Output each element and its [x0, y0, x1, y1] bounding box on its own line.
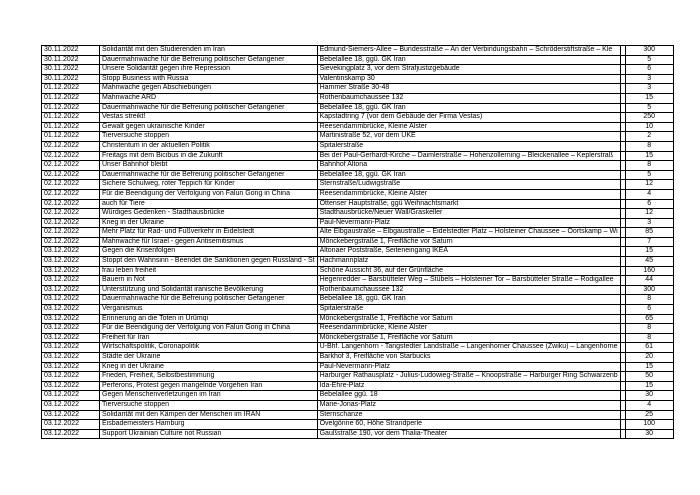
- cell-place: Hachmannplatz: [317, 257, 620, 267]
- cell-topic: Erinnerung an die Toten in Ürümqi: [100, 314, 318, 324]
- table-row: [42, 266, 674, 276]
- cell-place: Bebelallee 18, ggü. GK Iran: [317, 170, 620, 180]
- table-row: [42, 353, 674, 363]
- cell-place: Bebelallee ggü. 18: [317, 391, 620, 401]
- cell-date: 01.12.2022: [42, 103, 100, 113]
- cell-count: 15: [625, 93, 673, 103]
- cell-topic: Krieg in der Ukraine: [100, 362, 318, 372]
- cell-place: Mönckebergstraße 1, Freifläche vor Saturn: [317, 333, 620, 343]
- table-row: [42, 46, 674, 56]
- cell-topic: Frieden, Freiheit, Selbstbestimmung: [100, 372, 318, 382]
- cell-topic: Unsere Solidarität gegen ihre Repression: [100, 65, 318, 75]
- cell-count: 8: [625, 141, 673, 151]
- cell-count: 250: [625, 113, 673, 123]
- cell-topic: Solidarität mit den Studierenden im Iran: [100, 46, 318, 56]
- cell-place: Harburger Rathausplatz - Julius-Ludowieg-Straße – Knoopstraße – Harburger Ring Schwarzenb: [317, 372, 620, 382]
- cell-topic: auch für Tiere: [100, 199, 318, 209]
- cell-count: 50: [625, 372, 673, 382]
- cell-count: 300: [625, 285, 673, 295]
- cell-count: 20: [625, 353, 673, 363]
- cell-topic: Mahnwache für Israel - gegen Antisemitismus: [100, 237, 318, 247]
- table-row: [42, 324, 674, 334]
- cell-count: 65: [625, 314, 673, 324]
- cell-place: Reesendammbrücke, Kleine Alster: [317, 122, 620, 132]
- cell-topic: Bauern in Not: [100, 276, 318, 286]
- cell-topic: Stopp Business with Russia: [100, 74, 318, 84]
- cell-count: 61: [625, 343, 673, 353]
- table-row: [42, 170, 674, 180]
- cell-place: Sternschanze: [317, 410, 620, 420]
- cell-date: 02.12.2022: [42, 151, 100, 161]
- cell-place: Schöne Aussicht 36, auf der Grünfläche: [317, 266, 620, 276]
- cell-place: Kapstadtring 7 (vor dem Gebäude der Firma Vestas): [317, 113, 620, 123]
- cell-topic: Tierversuche stoppen: [100, 400, 318, 410]
- cell-place: Rothenbaumchaussee 132: [317, 93, 620, 103]
- spreadsheet: [41, 45, 674, 439]
- cell-date: 03.12.2022: [42, 391, 100, 401]
- cell-date: 03.12.2022: [42, 343, 100, 353]
- cell-date: 03.12.2022: [42, 266, 100, 276]
- cell-date: 03.12.2022: [42, 295, 100, 305]
- cell-date: 03.12.2022: [42, 400, 100, 410]
- cell-count: 30: [625, 391, 673, 401]
- cell-date: 03.12.2022: [42, 429, 100, 439]
- cell-place: Gaußstraße 190, vor dem Thalia-Theater: [317, 429, 620, 439]
- cell-place: Mönckebergstraße 1, Freifläche vor Saturn: [317, 237, 620, 247]
- cell-date: 02.12.2022: [42, 199, 100, 209]
- cell-topic: Unser Bahnhof bleibt: [100, 161, 318, 171]
- cell-topic: Gegen Menschenverletzungen im Iran: [100, 391, 318, 401]
- cell-count: 85: [625, 228, 673, 238]
- cell-topic: Tierversuche stoppen: [100, 132, 318, 142]
- cell-count: 5: [625, 103, 673, 113]
- cell-date: 30.11.2022: [42, 46, 100, 56]
- events-table: [41, 45, 674, 439]
- table-row: [42, 305, 674, 315]
- cell-topic: Stoppt den Wahnsinn - Beendet die Sanktionen gegen Russland - St: [100, 257, 318, 267]
- cell-place: Rothenbaumchaussee 132: [317, 285, 620, 295]
- cell-count: 3: [625, 84, 673, 94]
- cell-count: 15: [625, 362, 673, 372]
- cell-date: 03.12.2022: [42, 276, 100, 286]
- cell-place: Hegenredder – Barsbütteler Weg – Stübels – Holsteiner Tor – Barsbütteler Straße – Rodigallee: [317, 276, 620, 286]
- cell-count: 5: [625, 170, 673, 180]
- cell-date: 03.12.2022: [42, 381, 100, 391]
- cell-count: 15: [625, 381, 673, 391]
- cell-count: 3: [625, 74, 673, 84]
- cell-place: Alte Elbgaustraße – Elbgaustraße – Eidelstedter Platz – Holsteiner Chaussee – Oortskamp – Wi: [317, 228, 620, 238]
- cell-date: 03.12.2022: [42, 410, 100, 420]
- cell-place: Reesendammbrücke, Kleine Alster: [317, 324, 620, 334]
- cell-topic: Krieg in der Ukraine: [100, 218, 318, 228]
- cell-topic: Mahnwache gegen Abschiebungen: [100, 84, 318, 94]
- cell-topic: Mehr Platz für Rad- und Fußverkehr in Eidelstedt: [100, 228, 318, 238]
- cell-count: 30: [625, 429, 673, 439]
- table-row: [42, 103, 674, 113]
- cell-place: Spitalerstraße: [317, 305, 620, 315]
- cell-date: 02.12.2022: [42, 228, 100, 238]
- cell-count: 8: [625, 324, 673, 334]
- cell-date: 03.12.2022: [42, 324, 100, 334]
- cell-count: 10: [625, 122, 673, 132]
- cell-count: 15: [625, 247, 673, 257]
- table-row: [42, 410, 674, 420]
- cell-topic: Für die Beendigung der Verfolgung von Falun Gong in China: [100, 324, 318, 334]
- table-row: [42, 381, 674, 391]
- table-row: [42, 343, 674, 353]
- cell-topic: Freiheit für Iran: [100, 333, 318, 343]
- cell-place: Reesendammbrücke, Kleine Alster: [317, 189, 620, 199]
- cell-count: 100: [625, 420, 673, 430]
- cell-count: 25: [625, 410, 673, 420]
- cell-place: Övelgönne 60, Höhe Strandperle: [317, 420, 620, 430]
- cell-date: 03.12.2022: [42, 362, 100, 372]
- cell-date: 03.12.2022: [42, 247, 100, 257]
- table-row: [42, 199, 674, 209]
- table-row: [42, 84, 674, 94]
- table-row: [42, 295, 674, 305]
- cell-date: 30.11.2022: [42, 55, 100, 65]
- table-row: [42, 189, 674, 199]
- cell-count: 8: [625, 333, 673, 343]
- cell-date: 03.12.2022: [42, 372, 100, 382]
- cell-date: 03.12.2022: [42, 353, 100, 363]
- table-row: [42, 372, 674, 382]
- cell-date: 02.12.2022: [42, 218, 100, 228]
- cell-count: 5: [625, 55, 673, 65]
- cell-topic: Gewalt gegen ukrainische Kinder: [100, 122, 318, 132]
- table-row: [42, 228, 674, 238]
- cell-topic: Mahnwache ARD: [100, 93, 318, 103]
- cell-place: Altonaer Poststraße, Seiteneingang IKEA: [317, 247, 620, 257]
- cell-date: 01.12.2022: [42, 84, 100, 94]
- cell-place: U-Bhf. Langenhorn - Tangstedter Landstraße – Langenhorner Chaussee (Zwiku) – Langenhorne: [317, 343, 620, 353]
- table-row: [42, 65, 674, 75]
- cell-topic: Unterstützung und Solidarität iranische Bevölkerung: [100, 285, 318, 295]
- cell-date: 01.12.2022: [42, 122, 100, 132]
- cell-place: Sternstraße/Ludwigstraße: [317, 180, 620, 190]
- cell-count: 8: [625, 161, 673, 171]
- cell-place: Paul-Nevermann-Platz: [317, 362, 620, 372]
- cell-count: 45: [625, 257, 673, 267]
- table-row: [42, 93, 674, 103]
- table-row: [42, 237, 674, 247]
- cell-date: 03.12.2022: [42, 333, 100, 343]
- cell-topic: frau leben freiheit: [100, 266, 318, 276]
- table-row: [42, 141, 674, 151]
- cell-topic: Dauermahnwache für die Befreiung politischer Gefangener: [100, 103, 318, 113]
- cell-count: 6: [625, 305, 673, 315]
- table-row: [42, 209, 674, 219]
- cell-topic: Dauermahnwache für die Befreiung politischer Gefangener: [100, 170, 318, 180]
- cell-place: Ottenser Hauptstraße, ggü Weihnachtsmarkt: [317, 199, 620, 209]
- table-row: [42, 400, 674, 410]
- cell-place: Marie-Jonas-Platz: [317, 400, 620, 410]
- cell-place: Bahnhof Altona: [317, 161, 620, 171]
- cell-place: Bebelallee 18, ggü. GK Iran: [317, 55, 620, 65]
- cell-place: Hammer Straße 30-48: [317, 84, 620, 94]
- cell-count: 44: [625, 276, 673, 286]
- cell-count: 12: [625, 180, 673, 190]
- cell-count: 4: [625, 189, 673, 199]
- table-body: [42, 46, 674, 439]
- cell-count: 7: [625, 237, 673, 247]
- cell-place: Mönckebergstraße 1, Freifläche vor Saturn: [317, 314, 620, 324]
- cell-count: 160: [625, 266, 673, 276]
- cell-topic: Freitags mit dem Bicibus in die Zukunft: [100, 151, 318, 161]
- table-row: [42, 420, 674, 430]
- cell-topic: Vestas streikt!: [100, 113, 318, 123]
- cell-count: 6: [625, 65, 673, 75]
- table-row: [42, 247, 674, 257]
- table-row: [42, 285, 674, 295]
- table-row: [42, 113, 674, 123]
- cell-date: 02.12.2022: [42, 237, 100, 247]
- cell-topic: Dauermahnwache für die Befreiung politischer Gefangener: [100, 55, 318, 65]
- table-row: [42, 161, 674, 171]
- cell-date: 03.12.2022: [42, 420, 100, 430]
- cell-date: 30.11.2022: [42, 74, 100, 84]
- cell-place: Bei der Paul-Gerhardt-Kirche – Daimlerstraße – Hohenzollerning – Bleickenallee – Keplerstraß: [317, 151, 620, 161]
- cell-count: 12: [625, 209, 673, 219]
- cell-topic: Solidarität mit den Kämpen der Menschen im IRAN: [100, 410, 318, 420]
- table-row: [42, 362, 674, 372]
- cell-place: Spitalerstraße: [317, 141, 620, 151]
- table-row: [42, 132, 674, 142]
- cell-topic: Wirtschaftspolitik, Coronapolitik: [100, 343, 318, 353]
- cell-place: Edmund-Siemers-Allee – Bundesstraße – An der Verbindungsbahn – Schröderstiftstraße – Kle: [317, 46, 620, 56]
- cell-place: Sievekingplatz 3, vor dem Strafjustizgebäude: [317, 65, 620, 75]
- table-row: [42, 55, 674, 65]
- cell-date: 03.12.2022: [42, 257, 100, 267]
- cell-date: 02.12.2022: [42, 141, 100, 151]
- cell-topic: Gegen die Krisenfolgen: [100, 247, 318, 257]
- table-row: [42, 276, 674, 286]
- table-row: [42, 257, 674, 267]
- table-row: [42, 429, 674, 439]
- cell-date: 01.12.2022: [42, 93, 100, 103]
- cell-place: Bebelallee 18, ggü. GK Iran: [317, 295, 620, 305]
- cell-topic: Würdiges Gedenken - Stadthausbrücke: [100, 209, 318, 219]
- cell-count: 2: [625, 132, 673, 142]
- cell-place: Bebelallee 18, ggü. GK Iran: [317, 103, 620, 113]
- cell-place: Martinistraße 52, vor dem UKE: [317, 132, 620, 142]
- cell-date: 02.12.2022: [42, 209, 100, 219]
- cell-topic: Perferons, Protest gegen mangelnde Vorgehen Iran: [100, 381, 318, 391]
- cell-date: 03.12.2022: [42, 305, 100, 315]
- cell-count: 15: [625, 151, 673, 161]
- cell-topic: Dauermahnwache für die Befreiung politischer Gefangener: [100, 295, 318, 305]
- cell-topic: Sichere Schulweg, roter Teppich für Kinder: [100, 180, 318, 190]
- cell-date: 03.12.2022: [42, 314, 100, 324]
- cell-count: 4: [625, 400, 673, 410]
- cell-date: 02.12.2022: [42, 161, 100, 171]
- table-row: [42, 391, 674, 401]
- table-row: [42, 314, 674, 324]
- cell-place: Barkhof 3, Freifläche von Starbucks: [317, 353, 620, 363]
- cell-date: 01.12.2022: [42, 113, 100, 123]
- cell-topic: Verganismus: [100, 305, 318, 315]
- table-row: [42, 333, 674, 343]
- cell-topic: Support Ukrainian Culture not Russian: [100, 429, 318, 439]
- cell-count: 6: [625, 199, 673, 209]
- cell-date: 03.12.2022: [42, 285, 100, 295]
- table-row: [42, 74, 674, 84]
- table-row: [42, 180, 674, 190]
- table-row: [42, 122, 674, 132]
- cell-place: Valentinskamp 30: [317, 74, 620, 84]
- cell-date: 02.12.2022: [42, 180, 100, 190]
- cell-place: Stadthausbrücke/Neuer Wall/Graskeller: [317, 209, 620, 219]
- cell-count: 3: [625, 218, 673, 228]
- cell-date: 02.12.2022: [42, 189, 100, 199]
- cell-topic: Städte der Ukraine: [100, 353, 318, 363]
- cell-topic: Für die Beendigung der Verfolgung von Falun Gong in China: [100, 189, 318, 199]
- cell-date: 01.12.2022: [42, 132, 100, 142]
- table-row: [42, 218, 674, 228]
- cell-count: 300: [625, 46, 673, 56]
- cell-topic: Christentum in der aktuellen Politik: [100, 141, 318, 151]
- cell-date: 30.11.2022: [42, 65, 100, 75]
- cell-place: Paul-Nevermann-Platz: [317, 218, 620, 228]
- cell-date: 02.12.2022: [42, 170, 100, 180]
- table-row: [42, 151, 674, 161]
- cell-place: Ida-Ehre-Platz: [317, 381, 620, 391]
- cell-topic: Eisbademeisters Hamburg: [100, 420, 318, 430]
- cell-count: 8: [625, 295, 673, 305]
